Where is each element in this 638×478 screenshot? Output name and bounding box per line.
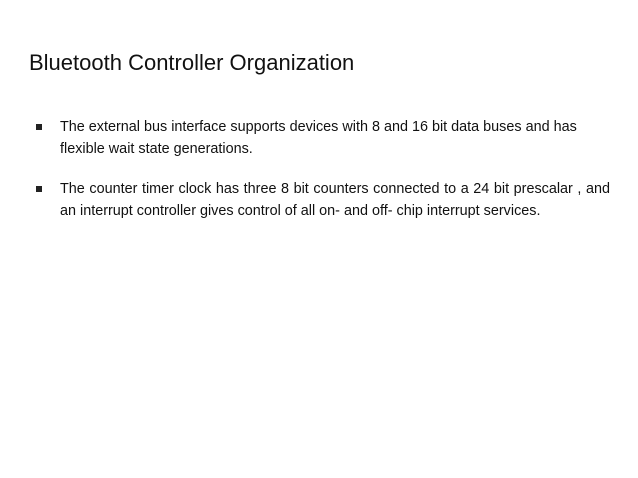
bullet-text: The counter timer clock has three 8 bit counters connected to a 24 bit prescalar , and an interrupt controller gives control of all on- and off- chip interrupt services. (60, 181, 610, 219)
slide-title: Bluetooth Controller Organization (29, 50, 355, 75)
bullet-item (36, 179, 610, 222)
bullet-text: The external bus interface supports devices with 8 and 16 bit data buses and has flexible wait state generations. (60, 119, 577, 157)
bullet-list (36, 117, 610, 241)
square-bullet-icon (36, 186, 42, 192)
bullet-item (36, 117, 610, 160)
square-bullet-icon (36, 124, 42, 130)
